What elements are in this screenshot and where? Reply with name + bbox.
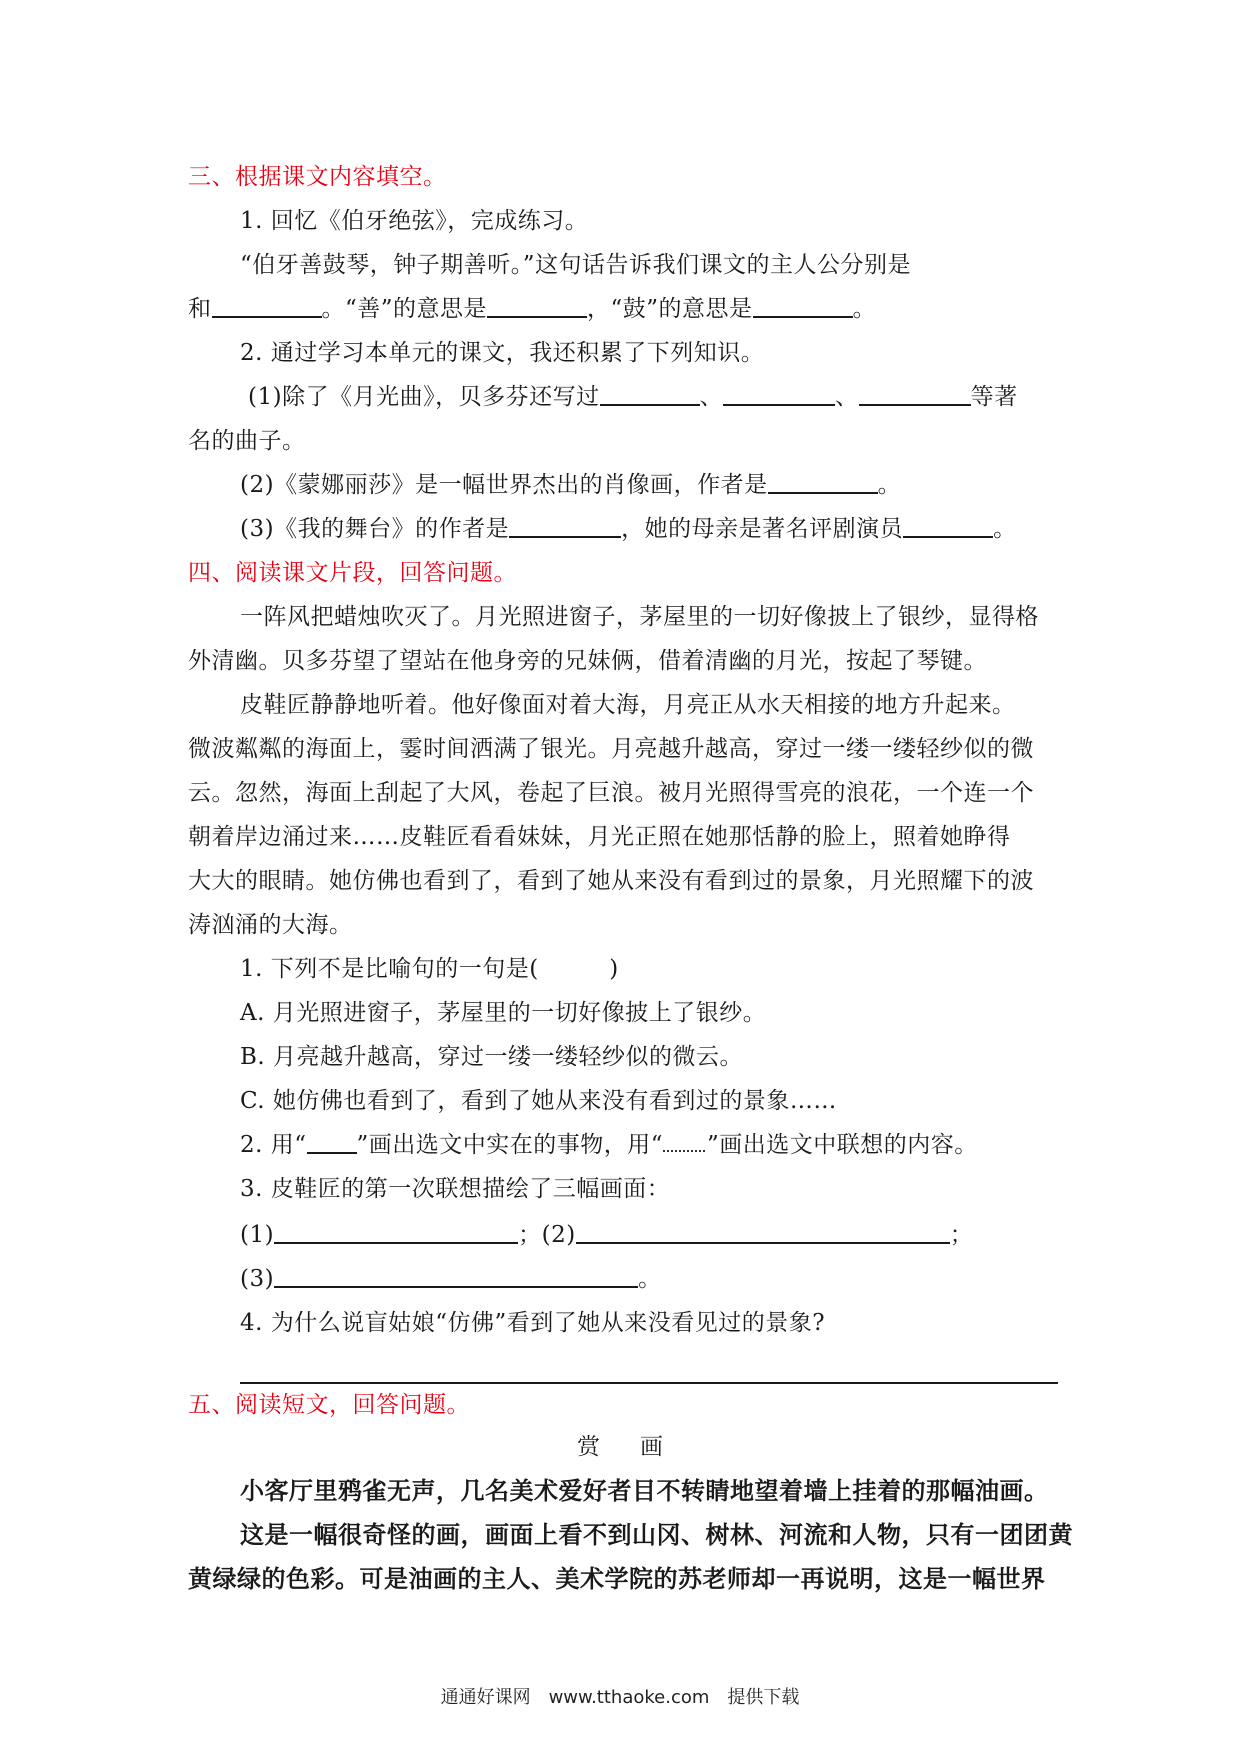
fill-blank[interactable] xyxy=(753,294,853,318)
q1-text-c: ，“鼓”的意思是 xyxy=(587,296,753,322)
q3-3-end: 。 xyxy=(638,1266,662,1292)
section3-q2-1-cont: 名的曲子。 xyxy=(188,428,306,454)
q3-label-2: ；(2) xyxy=(518,1222,576,1248)
fill-blank[interactable] xyxy=(212,294,322,318)
q2-1-text-c: 、 xyxy=(835,384,859,410)
straight-line-sample xyxy=(307,1134,357,1154)
option-b[interactable]: B. 月亮越升越高，穿过一缕一缕轻纱似的微云。 xyxy=(240,1044,744,1070)
passage-line: 一阵风把蜡烛吹灭了。月光照进窗子，茅屋里的一切好像披上了银纱，显得格 xyxy=(240,604,1039,630)
answer-line[interactable] xyxy=(240,1382,1058,1384)
q3-label-3: (3) xyxy=(240,1266,275,1292)
q2-text-c: ”画出选文中联想的内容。 xyxy=(707,1132,978,1158)
q3-label-1: (1) xyxy=(240,1222,275,1248)
fill-blank[interactable] xyxy=(859,382,971,406)
q3-end: ； xyxy=(949,1222,974,1248)
section3-q1-intro: 1. 回忆《伯牙绝弦》，完成练习。 xyxy=(240,208,589,234)
q2-1-text-b: 、 xyxy=(699,384,724,410)
fill-blank[interactable] xyxy=(487,294,587,318)
section3-q2-2 xyxy=(240,470,1110,500)
fill-blank[interactable] xyxy=(903,514,993,538)
passage-line: 大大的眼睛。她仿佛也看到了，看到了她从来没有看到过的景象，月光照耀下的波 xyxy=(188,868,1034,894)
section4-q3-answer-3 xyxy=(240,1264,1058,1294)
section3-q2-3 xyxy=(240,514,1110,544)
article-line: 这是一幅很奇怪的画，画面上看不到山冈、树林、河流和人物，只有一团团黄 xyxy=(240,1521,1073,1549)
wavy-line-sample xyxy=(663,1138,707,1152)
q1-text-d: 。 xyxy=(852,296,877,322)
section4-q2 xyxy=(240,1130,1058,1160)
q2-text-a: 2. 用“ xyxy=(240,1132,307,1158)
article-title: 赏画 xyxy=(577,1434,703,1460)
passage-line: 朝着岸边涌过来……皮鞋匠看看妹妹，月光正照在她那恬静的脸上，照着她睁得 xyxy=(188,824,1011,850)
fill-blank[interactable] xyxy=(576,1220,950,1244)
passage-line: 云。忽然，海面上刮起了大风，卷起了巨浪。被月光照得雪亮的浪花，一个连一个 xyxy=(188,780,1034,806)
section4-heading: 四、阅读课文片段，回答问题。 xyxy=(188,560,517,586)
section4-q3: 3. 皮鞋匠的第一次联想描绘了三幅画面： xyxy=(240,1176,671,1202)
q2-text-b: ”画出选文中实在的事物，用“ xyxy=(356,1132,664,1158)
fill-blank[interactable] xyxy=(274,1220,518,1244)
fill-blank[interactable] xyxy=(600,382,700,406)
q2-2-text-b: 。 xyxy=(877,472,902,498)
section3-q1-line2 xyxy=(188,294,1058,324)
passage-line: 微波粼粼的海面上，霎时间洒满了银光。月亮越升越高，穿过一缕一缕轻纱似的微 xyxy=(188,736,1034,762)
q2-3-text-c: 。 xyxy=(993,516,1017,542)
page-footer: 通通好课网 www.tthaoke.com 提供下载 xyxy=(440,1687,800,1708)
section4-q1: 1. 下列不是比喻句的一句是( ) xyxy=(240,956,619,982)
fill-blank[interactable] xyxy=(274,1264,638,1288)
q2-3-text-a: (3)《我的舞台》的作者是 xyxy=(240,516,510,542)
section3-q1-line1: “伯牙善鼓琴，钟子期善听。”这句话告诉我们课文的主人公分别是 xyxy=(240,252,912,278)
option-c[interactable]: C. 她仿佛也看到了，看到了她从来没有看到过的景象…… xyxy=(240,1088,837,1114)
section3-q2-1 xyxy=(248,382,1118,412)
option-a[interactable]: A. 月光照进窗子，茅屋里的一切好像披上了银纱。 xyxy=(240,1000,767,1026)
fill-blank[interactable] xyxy=(723,382,835,406)
section4-q3-answers-1-2 xyxy=(240,1220,1058,1250)
q2-3-text-b: ，她的母亲是著名评剧演员 xyxy=(621,516,904,542)
passage-line: 皮鞋匠静静地听着。他好像面对着大海，月亮正从水天相接的地方升起来。 xyxy=(240,692,1016,718)
section5-heading: 五、阅读短文，回答问题。 xyxy=(188,1392,470,1418)
passage-line: 外清幽。贝多芬望了望站在他身旁的兄妹俩，借着清幽的月光，按起了琴键。 xyxy=(188,648,987,674)
fill-blank[interactable] xyxy=(768,470,878,494)
q2-1-text-a: (1)除了《月光曲》，贝多芬还写过 xyxy=(248,384,600,410)
section3-q2-intro: 2. 通过学习本单元的课文，我还积累了下列知识。 xyxy=(240,340,765,366)
section4-q4: 4. 为什么说盲姑娘“仿佛”看到了她从来没看见过的景象? xyxy=(240,1310,826,1336)
q1-text-b: 。“善”的意思是 xyxy=(321,296,488,322)
article-line: 黄绿绿的色彩。可是油画的主人、美术学院的苏老师却一再说明，这是一幅世界 xyxy=(188,1565,1046,1593)
q2-2-text-a: (2)《蒙娜丽莎》是一幅世界杰出的肖像画，作者是 xyxy=(240,472,768,498)
q1-text-a: 和 xyxy=(188,296,212,322)
article-line: 小客厅里鸦雀无声，几名美术爱好者目不转睛地望着墙上挂着的那幅油画。 xyxy=(240,1477,1049,1505)
section3-heading: 三、根据课文内容填空。 xyxy=(188,164,447,190)
q2-1-text-d: 等著 xyxy=(970,384,1018,410)
fill-blank[interactable] xyxy=(509,514,621,538)
passage-line: 涛汹涌的大海。 xyxy=(188,912,353,938)
